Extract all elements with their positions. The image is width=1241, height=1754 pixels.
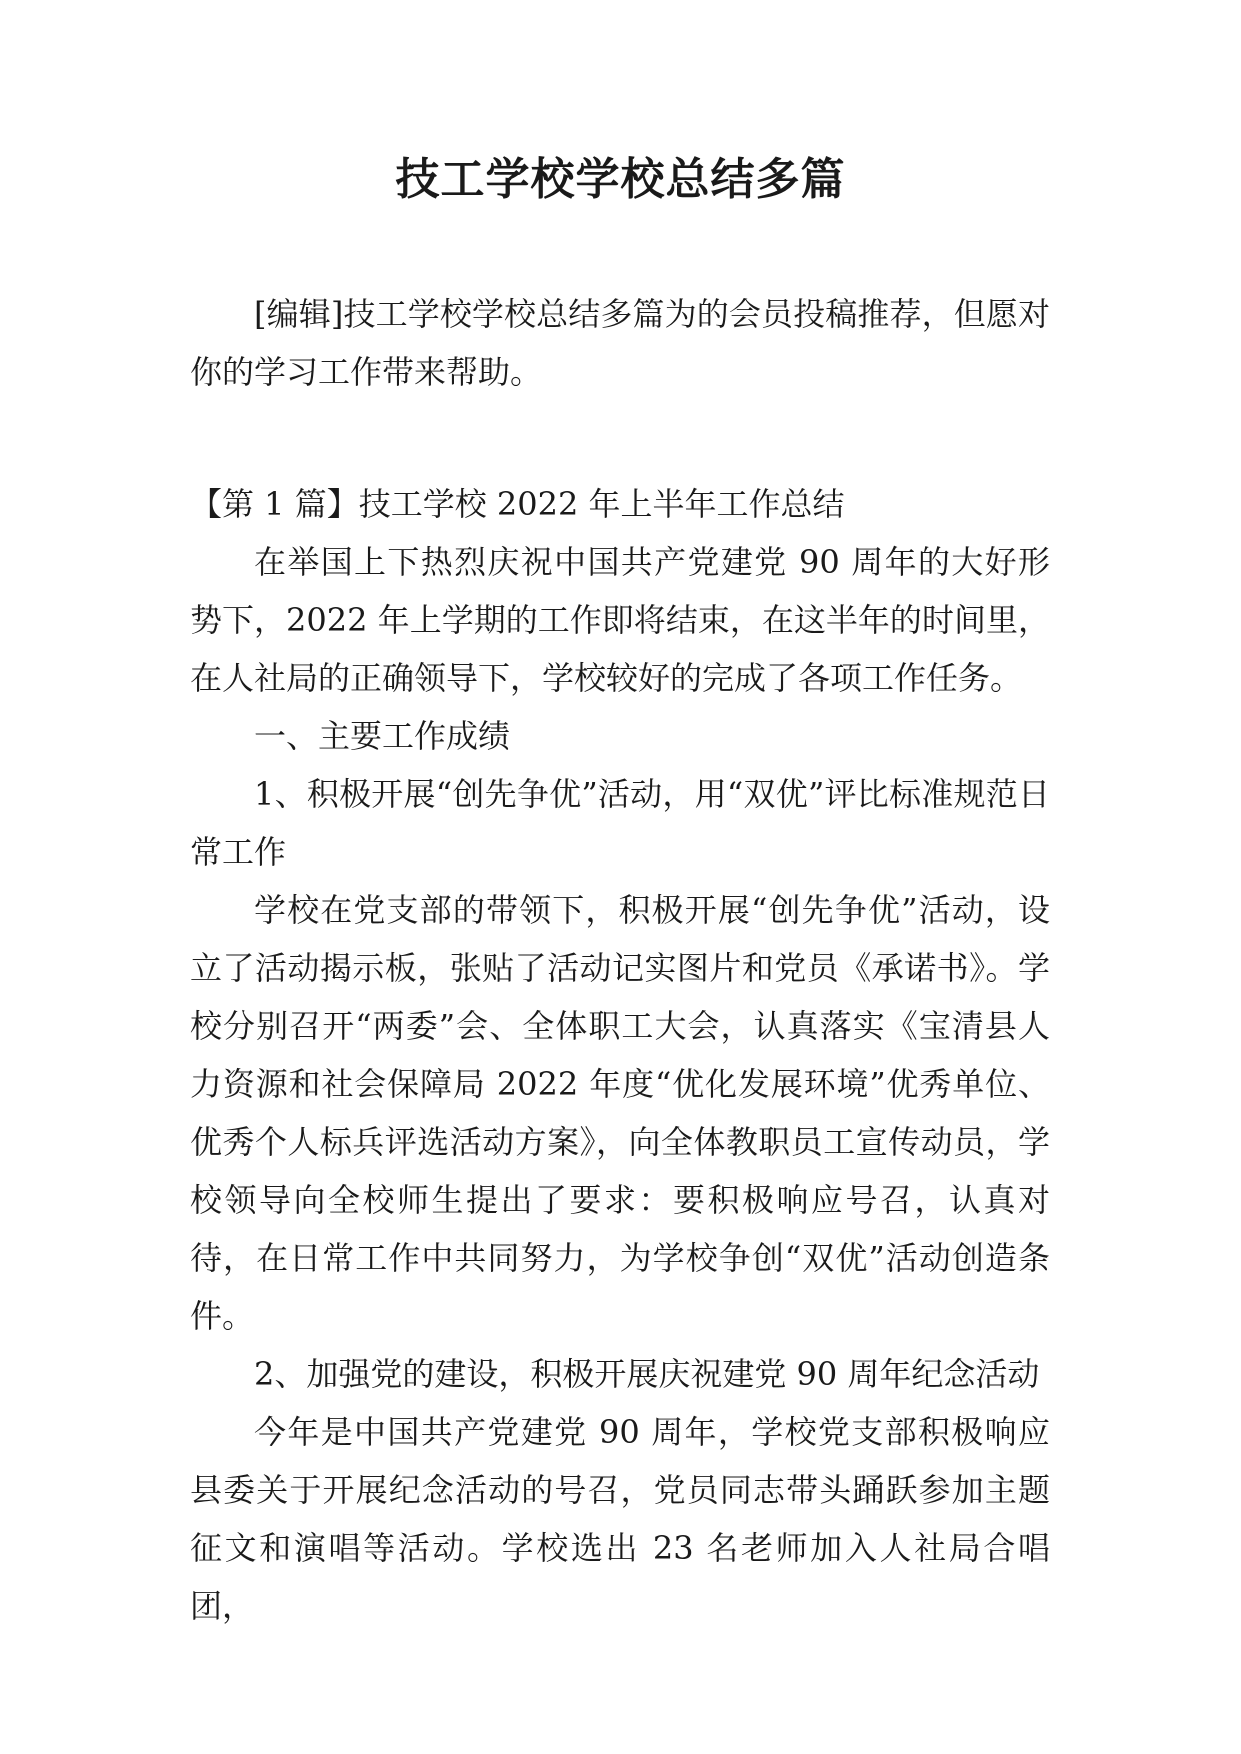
paragraph-2: 学校在党支部的带领下，积极开展“创先争优”活动，设立了活动揭示板，张贴了活动记实图片和党员《承诺书》。学校分别召开“两委”会、全体职工大会，认真落实《宝清县人力资源和社会保障局 2022 年度“优化发展环境”优秀单位、优秀个人标兵评选活动方案》，向全体教职员工宣传动员，学校领导向全校师生提出了要求：要积极响应号召，认真对待，在日常工作中共同努力，为学校争创“双优”活动创造条件。 [190,891,1050,1335]
item-heading-1: 1、积极开展“创先争优”活动，用“双优”评比标准规范日常工作 [190,775,1050,871]
document-title: 技工学校学校总结多篇 [395,154,846,205]
article-heading: 【第 1 篇】技工学校 2022 年上半年工作总结 [190,485,845,523]
paragraph-3: 今年是中国共产党建党 90 周年，学校党支部积极响应县委关于开展纪念活动的号召，党员同志带头踊跃参加主题征文和演唱等活动。学校选出 23 名老师加入人社局合唱团， [190,1413,1050,1625]
paragraph-1: 在举国上下热烈庆祝中国共产党建党 90 周年的大好形势下，2022 年上学期的工作即将结束，在这半年的时间里，在人社局的正确领导下，学校较好的完成了各项工作任务。 [190,543,1050,697]
spacer [190,401,1050,475]
document-body [190,285,1050,1635]
intro-paragraph: [编辑]技工学校学校总结多篇为的会员投稿推荐，但愿对你的学习工作带来帮助。 [190,295,1050,391]
section-heading: 一、主要工作成绩 [254,717,511,755]
item-heading-2: 2、加强党的建设，积极开展庆祝建党 90 周年纪念活动 [254,1355,1040,1393]
